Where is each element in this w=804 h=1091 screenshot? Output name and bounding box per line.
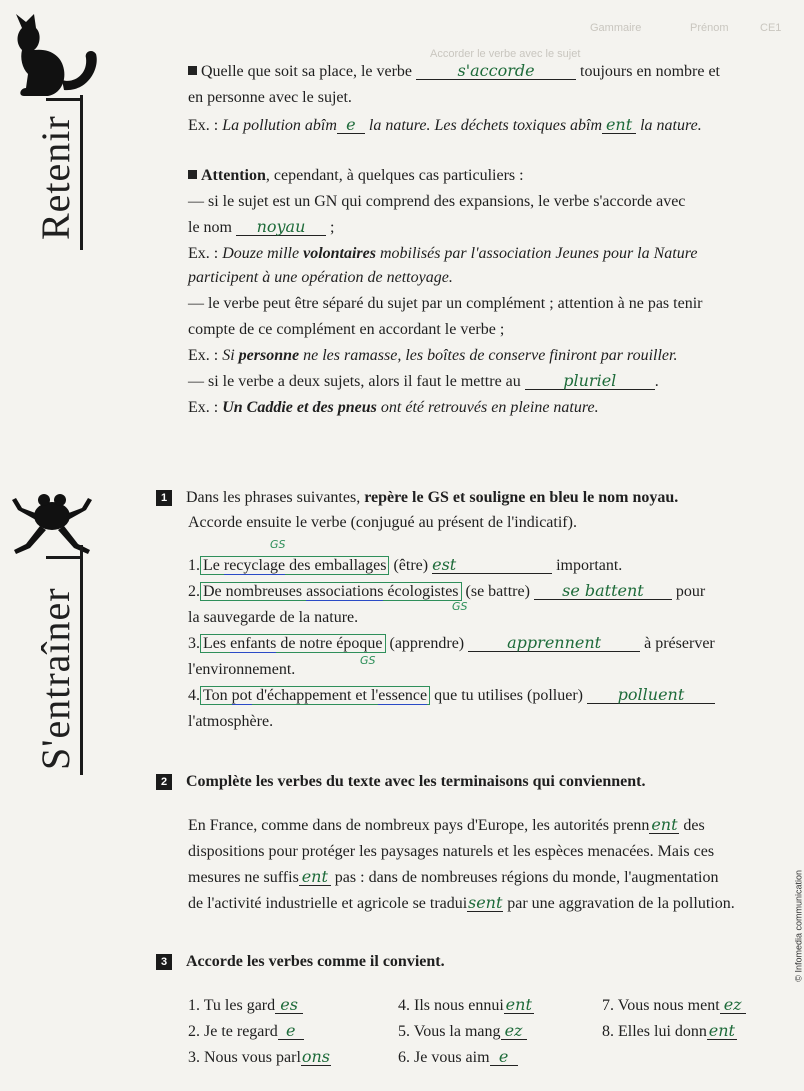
copyright-credit: © Infomedia communication bbox=[794, 870, 804, 982]
gs-box: Ton pot d'échappement et l'essence bbox=[200, 686, 430, 705]
case-example-3: Ex. : Un Caddie et des pneus ont été retrouvés en pleine nature. bbox=[188, 399, 599, 416]
ex1-sentence-3: 3. Les enfants de notre époque (apprendre) apprennent à préserver bbox=[188, 633, 715, 652]
answer-blank[interactable]: ent bbox=[505, 995, 532, 1014]
answer-blank[interactable]: ez bbox=[501, 1023, 527, 1040]
ex2-number-badge: 2 bbox=[156, 774, 172, 790]
attention-line: Attention, cependant, à quelques cas particuliers : bbox=[188, 166, 524, 186]
answer-blank[interactable]: se battent bbox=[534, 583, 672, 600]
case-example-1: Ex. : Douze mille volontaires mobilisés par l'association Jeunes pour la Nature bbox=[188, 245, 698, 262]
gs-annotation: GS bbox=[452, 600, 468, 613]
answer-blank[interactable]: e bbox=[337, 117, 365, 134]
gs-annotation: GS bbox=[270, 538, 286, 551]
ex3-item: 1. Tu les gard es bbox=[188, 996, 303, 1016]
answer-blank[interactable]: noyau bbox=[236, 219, 326, 236]
ex1-number-badge: 1 bbox=[156, 490, 172, 506]
answer-blank[interactable]: ent bbox=[602, 117, 636, 134]
answer-blank[interactable]: ent bbox=[708, 1021, 735, 1040]
ex1-sentence-4b: l'atmosphère. bbox=[188, 713, 274, 730]
retenir-bar-top bbox=[46, 98, 82, 101]
ex3-number-badge: 3 bbox=[156, 954, 172, 970]
ex1-sentence-2: 2. De nombreuses associations écologistes (se battre) se battent pour bbox=[188, 581, 706, 600]
answer-blank[interactable]: e bbox=[278, 1023, 304, 1040]
rule-line-1: Quelle que soit sa place, le verbe s'accorde toujours en nombre et bbox=[188, 62, 720, 82]
retenir-title: Retenir bbox=[33, 115, 78, 240]
rule-example-1: Ex. : La pollution abîm e la nature. Les déchets toxiques abîm ent la nature. bbox=[188, 115, 702, 134]
bullet-square-icon bbox=[188, 66, 197, 75]
bullet-square-icon bbox=[188, 170, 197, 179]
case-line-4: compte de ce complément en accordant le verbe ; bbox=[188, 321, 505, 338]
answer-blank[interactable]: ent bbox=[651, 815, 678, 834]
entrainer-title: S'entraîner bbox=[33, 587, 78, 770]
ex3-instruction: 3 Accorde les verbes comme il convient. bbox=[156, 952, 445, 972]
ghost-header-2: Accorder le verbe avec le sujet bbox=[430, 48, 581, 60]
answer-blank[interactable]: ez bbox=[720, 997, 746, 1014]
ex1-instruction: 1 Dans les phrases suivantes, repère le GS et souligne en bleu le nom noyau. bbox=[156, 488, 678, 508]
answer-blank[interactable]: ent bbox=[299, 869, 331, 886]
ex1-sentence-2b: la sauvegarde de la nature. bbox=[188, 609, 359, 626]
ghost-header-3: Prénom bbox=[690, 22, 729, 34]
retenir-bar bbox=[80, 95, 83, 250]
case-line-2: le nom noyau ; bbox=[188, 217, 335, 236]
ex2-paragraph-4: de l'activité industrielle et agricole se traduisent par une aggravation de la pollution. bbox=[188, 893, 735, 912]
answer-blank[interactable]: s'accorde bbox=[416, 63, 576, 80]
gs-box: De nombreuses associations écologistes bbox=[200, 582, 462, 601]
gs-annotation: GS bbox=[360, 654, 376, 667]
answer-blank[interactable]: sent bbox=[468, 893, 503, 912]
gs-box: Le recyclage des emballages bbox=[200, 556, 389, 575]
ex2-paragraph-1: En France, comme dans de nombreux pays d'Europe, les autorités prenn ent des bbox=[188, 815, 705, 834]
entrainer-bar-top bbox=[46, 556, 82, 559]
ex3-item: 5. Vous la mang ez bbox=[398, 1022, 527, 1042]
case-line-3: — le verbe peut être séparé du sujet par un complément ; attention à ne pas tenir bbox=[188, 295, 703, 312]
case-example-2: Ex. : Si personne ne les ramasse, les boîtes de conserve finiront par rouiller. bbox=[188, 347, 678, 364]
ex2-paragraph-2: dispositions pour protéger les paysages naturels et les espèces menacées. Mais ces bbox=[188, 843, 715, 860]
case-line-5: — si le verbe a deux sujets, alors il faut le mettre au pluriel . bbox=[188, 371, 659, 390]
ghost-header-1: Gammaire bbox=[590, 22, 642, 34]
ex1-sentence-3b: l'environnement. bbox=[188, 661, 296, 678]
answer-blank[interactable]: ons bbox=[301, 1047, 330, 1066]
case-example-1b: participent à une opération de nettoyage. bbox=[188, 269, 453, 286]
ex1-sentence-4: 4. Ton pot d'échappement et l'essence que tu utilises (polluer) polluent bbox=[188, 686, 715, 706]
answer-blank[interactable]: pluriel bbox=[525, 373, 655, 390]
ex3-item: 7. Vous nous ment ez bbox=[602, 996, 746, 1016]
answer-blank[interactable]: est bbox=[432, 557, 552, 574]
ex2-paragraph-3: mesures ne suffis ent pas : dans de nombreuses régions du monde, l'augmentation bbox=[188, 867, 719, 886]
ex1-sentence-1: 1. Le recyclage des emballages (être) est important. bbox=[188, 555, 623, 574]
ex3-item: 2. Je te regard e bbox=[188, 1022, 304, 1042]
ghost-header-4: CE1 bbox=[760, 22, 782, 34]
ex3-item: 6. Je vous aim e bbox=[398, 1048, 518, 1068]
ex3-item: 4. Ils nous ennui ent bbox=[398, 995, 532, 1014]
ex3-item: 3. Nous vous parlons bbox=[188, 1047, 330, 1066]
gs-box: Les enfants de notre époque bbox=[200, 634, 386, 653]
entrainer-bar bbox=[80, 545, 83, 775]
ex1-instruction-2: Accorde ensuite le verbe (conjugué au présent de l'indicatif). bbox=[188, 514, 577, 531]
rule-line-2: en personne avec le sujet. bbox=[188, 89, 352, 106]
case-line-1: — si le sujet est un GN qui comprend des expansions, le verbe s'accorde avec bbox=[188, 193, 686, 210]
answer-blank[interactable]: polluent bbox=[587, 687, 715, 704]
answer-blank[interactable]: apprennent bbox=[468, 635, 640, 652]
cat-icon bbox=[4, 8, 104, 100]
answer-blank[interactable]: es bbox=[275, 997, 303, 1014]
ex2-instruction: 2 Complète les verbes du texte avec les terminaisons qui conviennent. bbox=[156, 772, 646, 792]
ex3-item: 8. Elles lui donn ent bbox=[602, 1021, 735, 1040]
answer-blank[interactable]: e bbox=[490, 1049, 518, 1066]
